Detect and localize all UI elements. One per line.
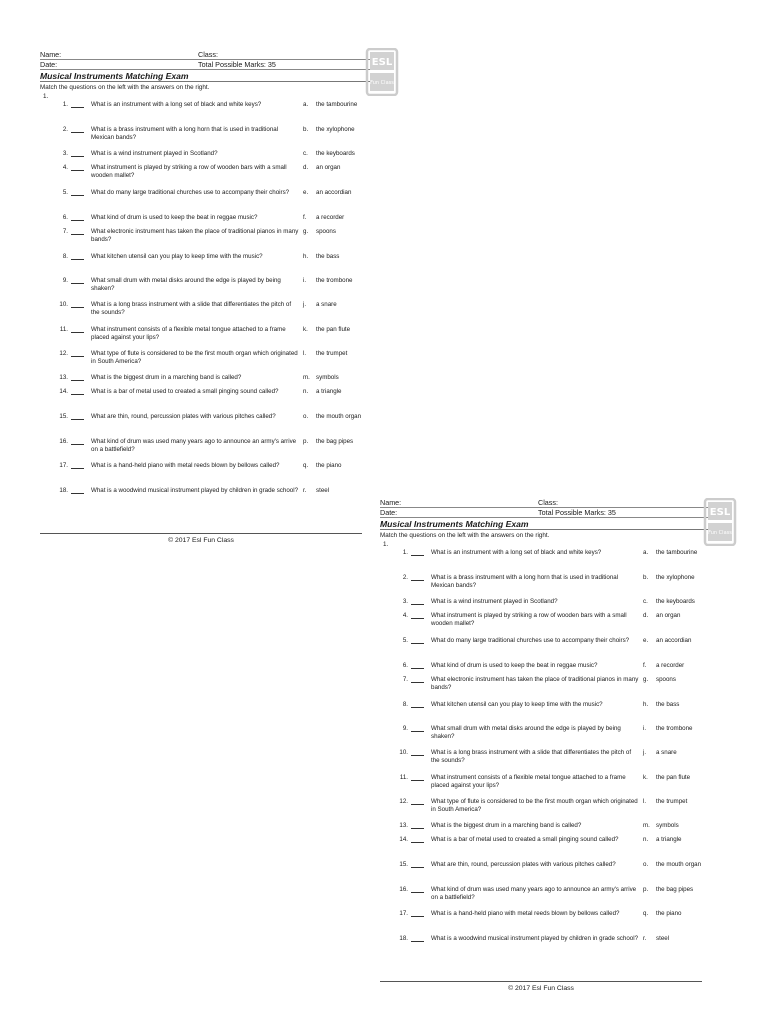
question-number: 5. [62, 189, 68, 196]
esl-logo [365, 48, 401, 96]
answer-blank[interactable] [411, 867, 424, 868]
answer-text: steel [656, 935, 670, 942]
answer-letter: m. [643, 822, 650, 829]
answer-blank[interactable] [71, 132, 84, 133]
copyright-footer: © 2017 Esl Fun Class [168, 537, 234, 544]
question-list [380, 549, 712, 959]
answer-blank[interactable] [411, 755, 424, 756]
answer-letter: f. [303, 214, 307, 221]
answer-blank[interactable] [71, 259, 84, 260]
answer-text: an accordian [656, 637, 692, 644]
question-number: 8. [402, 701, 408, 708]
question-text: What is a hand-held piano with metal reeds blown by bellows called? [91, 462, 280, 469]
answer-letter: a. [643, 549, 649, 556]
question-number: 2. [62, 126, 68, 133]
question-number: 11. [399, 774, 408, 781]
svg-text:Fun Class: Fun Class [708, 530, 732, 536]
answer-letter: j. [303, 301, 307, 308]
answer-blank[interactable] [71, 394, 84, 395]
answer-letter: k. [643, 774, 648, 781]
question-text: What small drum with metal disks around the edge is played by being shaken? [431, 725, 621, 740]
class-label: Class: [538, 498, 558, 507]
header-row-date [380, 508, 712, 518]
question-number: 6. [62, 214, 68, 221]
answer-text: symbols [316, 374, 339, 381]
answer-blank[interactable] [71, 156, 84, 157]
answer-text: a recorder [656, 662, 685, 669]
answer-blank[interactable] [71, 234, 84, 235]
date-label: Date: [40, 60, 58, 69]
answer-letter: o. [643, 861, 649, 868]
answer-letter: d. [303, 164, 309, 171]
answer-letter: b. [303, 126, 309, 133]
question-text: What is a brass instrument with a long horn that is used in traditional Mexican bands? [91, 126, 279, 141]
answer-blank[interactable] [411, 555, 424, 556]
date-label: Date: [380, 508, 398, 517]
question-number: 9. [402, 725, 408, 732]
answer-text: spoons [316, 228, 336, 235]
question-text: What instrument consists of a flexible metal tongue attached to a frame placed against your lips? [431, 774, 626, 789]
question-text: What electronic instrument has taken the place of traditional pianos in many bands? [91, 228, 299, 243]
answer-text: the keyboards [656, 598, 695, 605]
question-number: 18. [399, 935, 408, 942]
answer-blank[interactable] [411, 604, 424, 605]
answer-blank[interactable] [411, 780, 424, 781]
question-number: 5. [402, 637, 408, 644]
answer-blank[interactable] [71, 444, 84, 445]
answer-text: the keyboards [316, 150, 355, 157]
question-text: What instrument is played by striking a row of wooden bars with a small wooden mallet? [91, 164, 287, 179]
question-number: 13. [399, 822, 408, 829]
answer-blank[interactable] [71, 419, 84, 420]
question-number: 3. [402, 598, 408, 605]
answer-blank[interactable] [71, 332, 84, 333]
question-number: 17. [399, 910, 408, 917]
header-row-name [380, 498, 712, 508]
question-text: What is a hand-held piano with metal reeds blown by bellows called? [431, 910, 620, 917]
answer-blank[interactable] [411, 916, 424, 917]
svg-text:Fun Class: Fun Class [370, 80, 394, 86]
answer-text: the bass [316, 253, 340, 260]
exam-title: Musical Instruments Matching Exam [40, 70, 372, 82]
question-number: 12. [59, 350, 68, 357]
answer-letter: l. [643, 798, 647, 805]
answer-letter: r. [643, 935, 647, 942]
answer-blank[interactable] [411, 804, 424, 805]
name-label: Name: [40, 50, 62, 59]
question-text: What do many large traditional churches use to accompany their choirs? [431, 637, 630, 644]
question-text: What is a wind instrument played in Scotland? [91, 150, 218, 157]
question-number: 14. [59, 388, 68, 395]
answer-letter: l. [303, 350, 307, 357]
answer-blank[interactable] [411, 842, 424, 843]
question-number: 18. [59, 487, 68, 494]
answer-blank[interactable] [411, 580, 424, 581]
answer-letter: a. [303, 101, 309, 108]
answer-blank[interactable] [411, 707, 424, 708]
answer-letter: g. [643, 676, 649, 683]
answer-letter: h. [643, 701, 649, 708]
class-label: Class: [198, 50, 218, 59]
question-number: 4. [62, 164, 68, 171]
question-number: 11. [59, 326, 68, 333]
answer-text: the pan flute [316, 326, 351, 333]
answer-letter: f. [643, 662, 647, 669]
answer-letter: p. [643, 886, 649, 893]
question-text: What instrument is played by striking a row of wooden bars with a small wooden mallet? [431, 612, 627, 627]
answer-blank[interactable] [411, 668, 424, 669]
instructions: Match the questions on the left with the answers on the right. [380, 532, 550, 539]
answer-letter: q. [643, 910, 649, 917]
answer-text: an organ [316, 164, 341, 171]
answer-blank[interactable] [411, 682, 424, 683]
question-text: What are thin, round, percussion plates with various pitches called? [91, 413, 276, 420]
question-text: What is an instrument with a long set of black and white keys? [431, 549, 602, 556]
question-number: 10. [59, 301, 68, 308]
answer-text: an accordian [316, 189, 352, 196]
footer-divider [40, 533, 362, 534]
question-text: What are thin, round, percussion plates with various pitches called? [431, 861, 616, 868]
question-number: 16. [399, 886, 408, 893]
answer-text: the mouth organ [316, 413, 362, 420]
answer-text: the bass [656, 701, 680, 708]
answer-letter: i. [303, 277, 307, 284]
question-number: 3. [62, 150, 68, 157]
question-text: What is a wind instrument played in Scotland? [431, 598, 558, 605]
question-text: What instrument consists of a flexible metal tongue attached to a frame placed against your lips? [91, 326, 286, 341]
answer-letter: p. [303, 438, 309, 445]
question-number: 8. [62, 253, 68, 260]
answer-text: a recorder [316, 214, 345, 221]
svg-text:ESL: ESL [371, 57, 393, 68]
question-text: What is a bar of metal used to created a small pinging sound called? [431, 836, 619, 843]
answer-blank[interactable] [71, 283, 84, 284]
question-number: 13. [59, 374, 68, 381]
answer-letter: j. [643, 749, 647, 756]
answer-blank[interactable] [71, 493, 84, 494]
answer-blank[interactable] [71, 356, 84, 357]
answer-letter: k. [303, 326, 308, 333]
answer-letter: o. [303, 413, 309, 420]
answer-text: the xylophone [656, 574, 695, 581]
section-number: 1. [43, 93, 49, 100]
answer-blank[interactable] [71, 380, 84, 381]
answer-text: the piano [316, 462, 342, 469]
answer-text: an organ [656, 612, 681, 619]
question-number: 15. [59, 413, 68, 420]
answer-blank[interactable] [71, 195, 84, 196]
question-text: What kitchen utensil can you play to keep time with the music? [431, 701, 603, 708]
answer-blank[interactable] [411, 643, 424, 644]
answer-blank[interactable] [411, 828, 424, 829]
answer-text: the bag pipes [316, 438, 354, 445]
copyright-footer: © 2017 Esl Fun Class [508, 985, 574, 992]
question-text: What is a bar of metal used to created a small pinging sound called? [91, 388, 279, 395]
answer-letter: e. [303, 189, 309, 196]
question-number: 12. [399, 798, 408, 805]
question-text: What is an instrument with a long set of black and white keys? [91, 101, 262, 108]
question-text: What kind of drum is used to keep the beat in reggae music? [91, 214, 258, 221]
answer-letter: i. [643, 725, 647, 732]
answer-blank[interactable] [411, 618, 424, 619]
worksheet-copy-1 [40, 50, 372, 544]
question-text: What is a brass instrument with a long horn that is used in traditional Mexican bands? [431, 574, 619, 589]
question-number: 10. [399, 749, 408, 756]
marks-label: Total Possible Marks: 35 [538, 508, 616, 517]
question-text: What small drum with metal disks around the edge is played by being shaken? [91, 277, 281, 292]
answer-text: the trumpet [656, 798, 688, 805]
question-number: 14. [399, 836, 408, 843]
answer-letter: n. [303, 388, 309, 395]
question-text: What is the biggest drum in a marching band is called? [91, 374, 242, 381]
answer-text: the xylophone [316, 126, 355, 133]
answer-letter: e. [643, 637, 649, 644]
answer-letter: c. [643, 598, 648, 605]
answer-text: the tambourine [316, 101, 358, 108]
answer-text: the bag pipes [656, 886, 694, 893]
answer-letter: r. [303, 487, 307, 494]
question-number: 6. [402, 662, 408, 669]
question-number: 7. [402, 676, 408, 683]
answer-blank[interactable] [71, 170, 84, 171]
question-text: What kind of drum was used many years ago to announce an army's arrive on a battlefield? [431, 886, 637, 901]
question-text: What electronic instrument has taken the place of traditional pianos in many bands? [431, 676, 639, 691]
worksheet-copy-2 [380, 498, 712, 992]
answer-blank[interactable] [71, 220, 84, 221]
answer-text: the trombone [656, 725, 693, 732]
question-number: 2. [402, 574, 408, 581]
answer-text: a triangle [316, 388, 342, 395]
footer-divider [380, 981, 702, 982]
answer-text: steel [316, 487, 330, 494]
marks-label: Total Possible Marks: 35 [198, 60, 276, 69]
answer-text: the mouth organ [656, 861, 702, 868]
answer-text: the tambourine [656, 549, 698, 556]
answer-letter: n. [643, 836, 649, 843]
svg-text:ESL: ESL [709, 507, 731, 518]
question-text: What kind of drum was used many years ago to announce an army's arrive on a battlefield? [91, 438, 297, 453]
question-text: What do many large traditional churches use to accompany their choirs? [91, 189, 290, 196]
esl-logo-mark [365, 48, 401, 96]
answer-letter: m. [303, 374, 310, 381]
question-number: 1. [62, 101, 68, 108]
answer-blank[interactable] [71, 307, 84, 308]
question-number: 15. [399, 861, 408, 868]
question-number: 9. [62, 277, 68, 284]
answer-text: a triangle [656, 836, 682, 843]
question-number: 16. [59, 438, 68, 445]
answer-blank[interactable] [411, 941, 424, 942]
exam-title: Musical Instruments Matching Exam [380, 518, 712, 530]
answer-letter: d. [643, 612, 649, 619]
answer-text: the pan flute [656, 774, 691, 781]
answer-text: a snare [656, 749, 677, 756]
header-row-name [40, 50, 372, 60]
answer-letter: c. [303, 150, 308, 157]
answer-text: symbols [656, 822, 679, 829]
answer-text: the piano [656, 910, 682, 917]
header-row-date [40, 60, 372, 70]
answer-letter: q. [303, 462, 309, 469]
question-text: What is a long brass instrument with a slide that differentiates the pitch of the sounds? [91, 301, 292, 316]
answer-letter: b. [643, 574, 649, 581]
question-text: What is a woodwind musical instrument played by children in grade school? [91, 487, 299, 494]
question-text: What type of flute is considered to be the first mouth organ which originated in South America? [431, 798, 638, 813]
esl-logo-mark [703, 498, 739, 546]
question-text: What kitchen utensil can you play to keep time with the music? [91, 253, 263, 260]
question-text: What is a long brass instrument with a slide that differentiates the pitch of the sounds? [431, 749, 632, 764]
question-number: 17. [59, 462, 68, 469]
answer-text: spoons [656, 676, 676, 683]
answer-blank[interactable] [71, 107, 84, 108]
name-label: Name: [380, 498, 402, 507]
answer-text: a snare [316, 301, 337, 308]
answer-blank[interactable] [71, 468, 84, 469]
answer-text: the trombone [316, 277, 353, 284]
question-text: What is a woodwind musical instrument played by children in grade school? [431, 935, 639, 942]
instructions: Match the questions on the left with the answers on the right. [40, 84, 210, 91]
question-list [40, 101, 372, 511]
question-number: 7. [62, 228, 68, 235]
question-number: 4. [402, 612, 408, 619]
esl-logo [703, 498, 739, 546]
answer-blank[interactable] [411, 892, 424, 893]
answer-blank[interactable] [411, 731, 424, 732]
question-text: What type of flute is considered to be the first mouth organ which originated in South America? [91, 350, 298, 365]
answer-letter: h. [303, 253, 309, 260]
question-text: What is the biggest drum in a marching band is called? [431, 822, 582, 829]
answer-letter: g. [303, 228, 309, 235]
section-number: 1. [383, 541, 389, 548]
question-number: 1. [402, 549, 408, 556]
answer-text: the trumpet [316, 350, 348, 357]
question-text: What kind of drum is used to keep the beat in reggae music? [431, 662, 598, 669]
